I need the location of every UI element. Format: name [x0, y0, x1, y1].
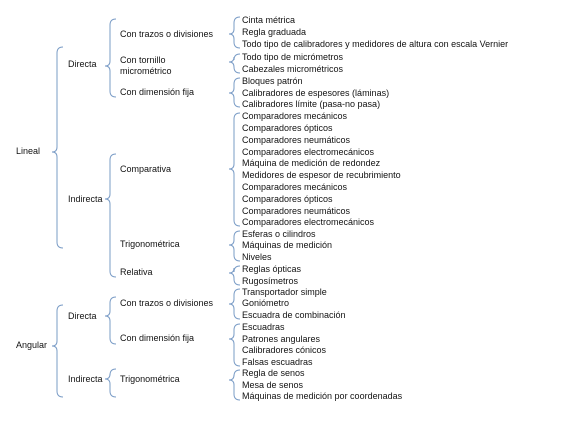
leaf-item: Niveles	[242, 252, 272, 262]
curly-brace	[105, 369, 116, 397]
node-lineal-tornillo-1: Con tornillo	[120, 55, 166, 65]
leaf-item: Escuadra de combinación	[242, 310, 346, 320]
leaf-item: Transportador simple	[242, 287, 327, 297]
leaf-item: Regla graduada	[242, 27, 307, 37]
curly-brace	[229, 231, 240, 261]
node-lineal-indirecta: Indirecta	[68, 194, 103, 204]
leaf-item: Regla de senos	[242, 368, 305, 378]
curly-brace	[229, 324, 240, 366]
node-lineal-directa: Directa	[68, 59, 97, 69]
leaf-item: Comparadores neumáticos	[242, 135, 351, 145]
leaf-item: Bloques patrón	[242, 76, 303, 86]
leaf-item: Medidores de espesor de recubrimiento	[242, 170, 401, 180]
node-lineal-trazos: Con trazos o divisiones	[120, 29, 214, 39]
leaf-item: Máquinas de medición por coordenadas	[242, 391, 403, 401]
leaf-item: Escuadras	[242, 322, 285, 332]
leaf-item: Falsas escuadras	[242, 357, 313, 367]
leaf-item: Todo tipo de micrómetros	[242, 52, 344, 62]
curly-brace	[105, 154, 116, 277]
node-angular-trazos: Con trazos o divisiones	[120, 298, 214, 308]
leaf-item: Todo tipo de calibradores y medidores de altura con escala Vernier	[242, 39, 509, 49]
leaf-item: Rugosímetros	[242, 276, 299, 286]
node-lineal-trigonometrica: Trigonométrica	[120, 239, 180, 249]
leaf-item: Comparadores ópticos	[242, 194, 333, 204]
leaf-item: Calibradores cónicos	[242, 345, 327, 355]
leaf-item: Calibradores límite (pasa-no pasa)	[242, 99, 381, 109]
leaf-item: Patrones angulares	[242, 334, 321, 344]
leaf-item: Comparadores ópticos	[242, 123, 333, 133]
curly-brace	[105, 19, 116, 97]
node-lineal-comparativa: Comparativa	[120, 164, 172, 174]
curly-brace	[105, 297, 116, 344]
curly-brace	[229, 17, 240, 48]
leaf-item: Goniómetro	[242, 298, 290, 308]
node-angular-indirecta: Indirecta	[68, 374, 103, 384]
leaf-item: Cinta métrica	[242, 15, 296, 25]
node-angular: Angular	[16, 340, 48, 350]
node-angular-dimension: Con dimensión fija	[120, 333, 195, 343]
curly-brace	[229, 78, 240, 107]
node-lineal: Lineal	[16, 146, 41, 156]
leaf-item: Comparadores mecánicos	[242, 111, 348, 121]
leaf-item: Esferas o cilindros	[242, 229, 316, 239]
curly-brace	[229, 289, 240, 319]
leaf-item: Comparadores electromecánicos	[242, 147, 375, 157]
node-angular-directa: Directa	[68, 311, 97, 321]
leaf-item: Reglas ópticas	[242, 264, 302, 274]
node-angular-trigonometrica: Trigonométrica	[120, 374, 180, 384]
leaf-item: Máquina de medición de redondez	[242, 158, 381, 168]
leaf-item: Calibradores de espesores (láminas)	[242, 88, 390, 98]
node-lineal-tornillo-2: micrométrico	[120, 66, 172, 76]
leaf-item: Máquinas de medición	[242, 240, 333, 250]
leaf-item: Comparadores electromecánicos	[242, 217, 375, 227]
node-lineal-relativa: Relativa	[120, 267, 153, 277]
leaf-item: Mesa de senos	[242, 380, 304, 390]
curly-brace	[52, 305, 63, 397]
leaf-item: Comparadores neumáticos	[242, 206, 351, 216]
leaf-item: Comparadores mecánicos	[242, 182, 348, 192]
leaf-item: Cabezales micrométricos	[242, 64, 344, 74]
curly-brace	[52, 47, 63, 248]
curly-brace	[229, 370, 240, 400]
curly-brace	[229, 113, 240, 226]
curly-brace	[229, 266, 240, 285]
node-lineal-dimension: Con dimensión fija	[120, 87, 195, 97]
curly-brace	[229, 54, 240, 73]
